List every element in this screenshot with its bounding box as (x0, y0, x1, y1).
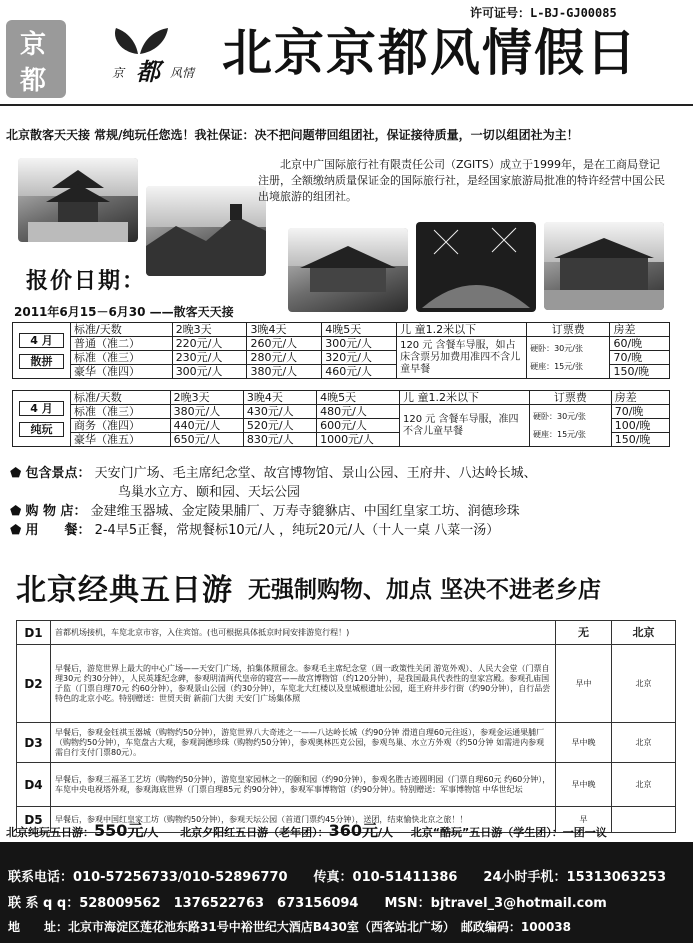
bullet-icon: ⬟ (10, 466, 26, 481)
tour-subtitle: 无强制购物、加点 坚决不进老乡店 (248, 577, 602, 603)
day-meal: 早中 (556, 645, 612, 723)
room-diff-cell: 150/晚 (611, 433, 669, 447)
price-header-row (13, 391, 670, 405)
header-cell: 房差 (610, 323, 670, 337)
month-label: 4 月 (19, 401, 64, 416)
price-c-label: 北京“酷玩”五日游（学生团）：一团一议 (410, 826, 607, 839)
ticket-fee (530, 405, 612, 447)
day-label: D4 (17, 763, 51, 807)
type-label: 散拼 (19, 354, 64, 369)
day-label: D2 (17, 645, 51, 723)
price-row (13, 337, 670, 351)
tier-cell: 豪华（准四） (71, 365, 173, 379)
title-rule (0, 104, 693, 106)
tier-cell: 豪华（准五） (71, 433, 171, 447)
itinerary-row (17, 723, 676, 763)
fee-line: 硬座：15元/张 (533, 429, 586, 439)
room-diff-cell: 150/晚 (610, 365, 670, 379)
month-label: 4 月 (19, 333, 64, 348)
brand-logo (100, 24, 215, 84)
price-a-label: 北京纯玩五日游： (6, 826, 94, 839)
price-b-label: 北京夕阳红五日游（老年团）： (180, 826, 329, 839)
ticket-fee (527, 337, 610, 379)
itinerary-row (17, 621, 676, 645)
stay-header: 北京 (612, 621, 676, 645)
price-cell: 440元/人 (170, 419, 243, 433)
day-desc: 早餐后，参观三福圣工艺坊（购物约50分钟），游览皇家园林之一的颐和园（约90分钟），参观名胜古迹圆明园（门票自理60元 约60分钟），车览中央电视塔外观，参观海底世界（门票自理85元 约90分钟），参观军事博物馆（约90分钟）。特别赠送：军事博物馆 中华世纪坛 (51, 763, 556, 807)
price-cell: 260元/人 (247, 337, 322, 351)
price-cell: 380元/人 (247, 365, 322, 379)
header-cell: 儿 童1.2米以下 (397, 323, 527, 337)
company-intro: 北京中广国际旅行社有限责任公司（ZGITS）成立于1999年，是在工商局登记注册，全额缴纳质量保证金的国际旅行社，是经国家旅游局批准的特许经营中国公民出境旅游的组团社。 (258, 158, 665, 203)
fee-line: 硬座：15元/张 (530, 361, 583, 371)
quote-date-range: 2011年6月15－6月30 ——散客天天接 (14, 305, 234, 319)
day-stay: 北京 (612, 723, 676, 763)
header-cell: 4晚5天 (322, 323, 397, 337)
price-a-value: 550元 (94, 821, 144, 840)
price-table-standard (12, 322, 670, 379)
tier-cell: 标准（准三） (71, 351, 173, 365)
day-desc: 首都机场接机，车览北京市容，入住宾馆。(也可根据具体抵京时间安排游览行程！) (51, 621, 556, 645)
info-value: 2-4早5正餐，常规餐标10元/人 ，纯玩20元/人（十人一桌 八菜一汤） (94, 523, 500, 538)
header-cell: 4晚5天 (317, 391, 400, 405)
day-meal: 早中晚 (556, 763, 612, 807)
bullet-icon: ⬟ (10, 504, 26, 519)
contact-address: 地 址：北京市海淀区莲花池东路31号中裕世纪大酒店B430室（西客站北广场） 邮政编码：100038 (8, 920, 571, 934)
header-cell: 标准/天数 (71, 323, 173, 337)
info-value: 金建维玉器城、金定陵果脯厂、万寿寺貔貅店、中国红皇家工坊、润德珍珠 (90, 504, 520, 519)
brand-main: 都 (136, 58, 160, 86)
price-cell: 300元/人 (322, 337, 397, 351)
main-title: 北京京都风情假日 (222, 24, 638, 82)
quote-heading: 报价日期： (26, 269, 147, 294)
itinerary-row (17, 763, 676, 807)
tour-title: 北京经典五日游 (16, 573, 233, 608)
meal-header: 无 (556, 621, 612, 645)
day-label: D3 (17, 723, 51, 763)
header-cell: 订票费 (530, 391, 612, 405)
room-diff-cell: 70/晚 (611, 405, 669, 419)
info-label: 购 物 店： (25, 504, 87, 519)
info-label: 包含景点： (25, 466, 91, 481)
header-cell: 房差 (611, 391, 669, 405)
price-cell: 1000元/人 (317, 433, 400, 447)
info-label: 用 餐： (25, 523, 91, 538)
price-line (6, 818, 692, 841)
license-number: 许可证号：L-BJ-GJ00085 (470, 6, 617, 20)
info-attractions-cont: 鸟巢水立方、颐和园、天坛公园 (118, 485, 301, 500)
price-cell: 300元/人 (172, 365, 247, 379)
price-cell: 600元/人 (317, 419, 400, 433)
price-cell: 520元/人 (243, 419, 316, 433)
logo-badge (6, 20, 66, 98)
price-cell: 220元/人 (172, 337, 247, 351)
info-section (10, 464, 690, 540)
forbidden-city-photo (288, 228, 408, 312)
price-cell: 320元/人 (322, 351, 397, 365)
day-desc: 早餐后，游览世界上最大的中心广场——天安门广场，拍集体照留念。参观毛主席纪念堂（周一政策性关闭 游览外观）、人民大会堂（门票自理30元 约30分钟），人民英雄纪念碑，参观明清两代皇帝的寝宫——故宫博物馆（约120分钟），是我国最具代表性的皇家宫殿。参观孔庙国子监（门票自理70元 约60分钟），参观景山公园（约30分钟），车览北大红楼以及皇城根遗址公园，逛王府井步行街（约90分钟），自行品尝特色的北京小吃。特别赠送：世贸天街 新前门大街 天安门广场集体照 (51, 645, 556, 723)
day-label: D5 (17, 807, 51, 833)
price-cell: 830元/人 (243, 433, 316, 447)
header-cell: 2晚3天 (170, 391, 243, 405)
header-cell: 3晚4天 (243, 391, 316, 405)
price-cell: 430元/人 (243, 405, 316, 419)
logo-char-2: 都 (20, 66, 47, 96)
day-label: D1 (17, 621, 51, 645)
month-type-cell (13, 323, 71, 379)
price-row (13, 405, 670, 419)
itinerary-row (17, 645, 676, 723)
price-a-unit: /人 (143, 826, 159, 839)
room-diff-cell: 70/晚 (610, 351, 670, 365)
child-note: 120 元 含餐车导服，准四不含儿童早餐 (400, 405, 530, 447)
room-diff-cell: 60/晚 (610, 337, 670, 351)
fee-line: 硬卧：30元/张 (530, 343, 583, 353)
day-meal: 早中晚 (556, 723, 612, 763)
temple-of-heaven-photo (18, 158, 138, 242)
great-wall-photo (146, 186, 266, 276)
slogan: 北京散客天天接 常规/纯玩任您选！我社保证：决不把问题带回组团社，保证接待质量，一切以组团社为主！ (6, 128, 579, 142)
day-desc: 早餐后，参观中国红皇家工坊（购物约50分钟），参观天坛公园（首道门票约45分钟），送团，结束愉快北京之旅！！ (51, 807, 556, 833)
brand-suffix: 风情 (170, 66, 195, 80)
price-table-pure (12, 390, 670, 447)
type-label: 纯玩 (19, 422, 64, 437)
month-type-cell (13, 391, 71, 447)
day-desc: 早餐后，参观金钰祺玉器城（购物约50分钟），游览世界八大奇迹之一——八达岭长城（约90分钟 滑道自理60元往返），参观金运通果脯厂（购物约50分钟），车览盘古大观，参观润德珍珠（购物约50分钟），参观奥林匹克公园，参观鸟巢、水立方外观（约50分钟 如需进内参观需自行支付门票80元）。 (51, 723, 556, 763)
header-cell: 订票费 (527, 323, 610, 337)
bullet-icon: ⬟ (10, 523, 26, 538)
itinerary-table (16, 620, 676, 833)
info-attractions (10, 464, 690, 483)
info-shops (10, 502, 690, 521)
price-cell: 380元/人 (170, 405, 243, 419)
price-cell: 280元/人 (247, 351, 322, 365)
price-cell: 650元/人 (170, 433, 243, 447)
tier-cell: 标准（准三） (71, 405, 171, 419)
day-stay: 北京 (612, 763, 676, 807)
info-meals (10, 521, 690, 540)
header-cell: 儿 童1.2米以下 (400, 391, 530, 405)
contact-qq: 联 系 q q：528009562 1376522763 673156094 MSN：bjtravel_3@hotmail.com (8, 896, 607, 911)
tier-cell: 商务（准四） (71, 419, 171, 433)
fee-line: 硬卧：30元/张 (533, 411, 586, 421)
day-meal: 早 (556, 807, 612, 833)
tiananmen-photo (544, 222, 664, 310)
header-cell: 标准/天数 (71, 391, 171, 405)
child-note: 120 元 含餐车导服，如占床含票另加费用准四不含儿童早餐 (397, 337, 527, 379)
price-header-row (13, 323, 670, 337)
price-cell: 460元/人 (322, 365, 397, 379)
room-diff-cell: 100/晚 (611, 419, 669, 433)
birds-nest-photo (416, 222, 536, 312)
header-cell: 3晚4天 (247, 323, 322, 337)
day-stay: 北京 (612, 645, 676, 723)
price-b-value: 360元 (328, 821, 379, 840)
brand-prefix: 京 (112, 66, 125, 80)
header-cell: 2晚3天 (172, 323, 247, 337)
contact-phone: 联系电话：010-57256733/010-52896770 传真：010-51411386 24小时手机：15313063253 (8, 870, 667, 885)
logo-char-1: 京 (20, 30, 47, 60)
price-b-unit: /人 (378, 826, 394, 839)
price-cell: 230元/人 (172, 351, 247, 365)
contact-footer (0, 842, 693, 943)
price-cell: 480元/人 (317, 405, 400, 419)
info-value: 天安门广场、毛主席纪念堂、故宫博物馆、景山公园、王府井、八达岭长城、 (94, 466, 537, 481)
tier-cell: 普通（准二） (71, 337, 173, 351)
